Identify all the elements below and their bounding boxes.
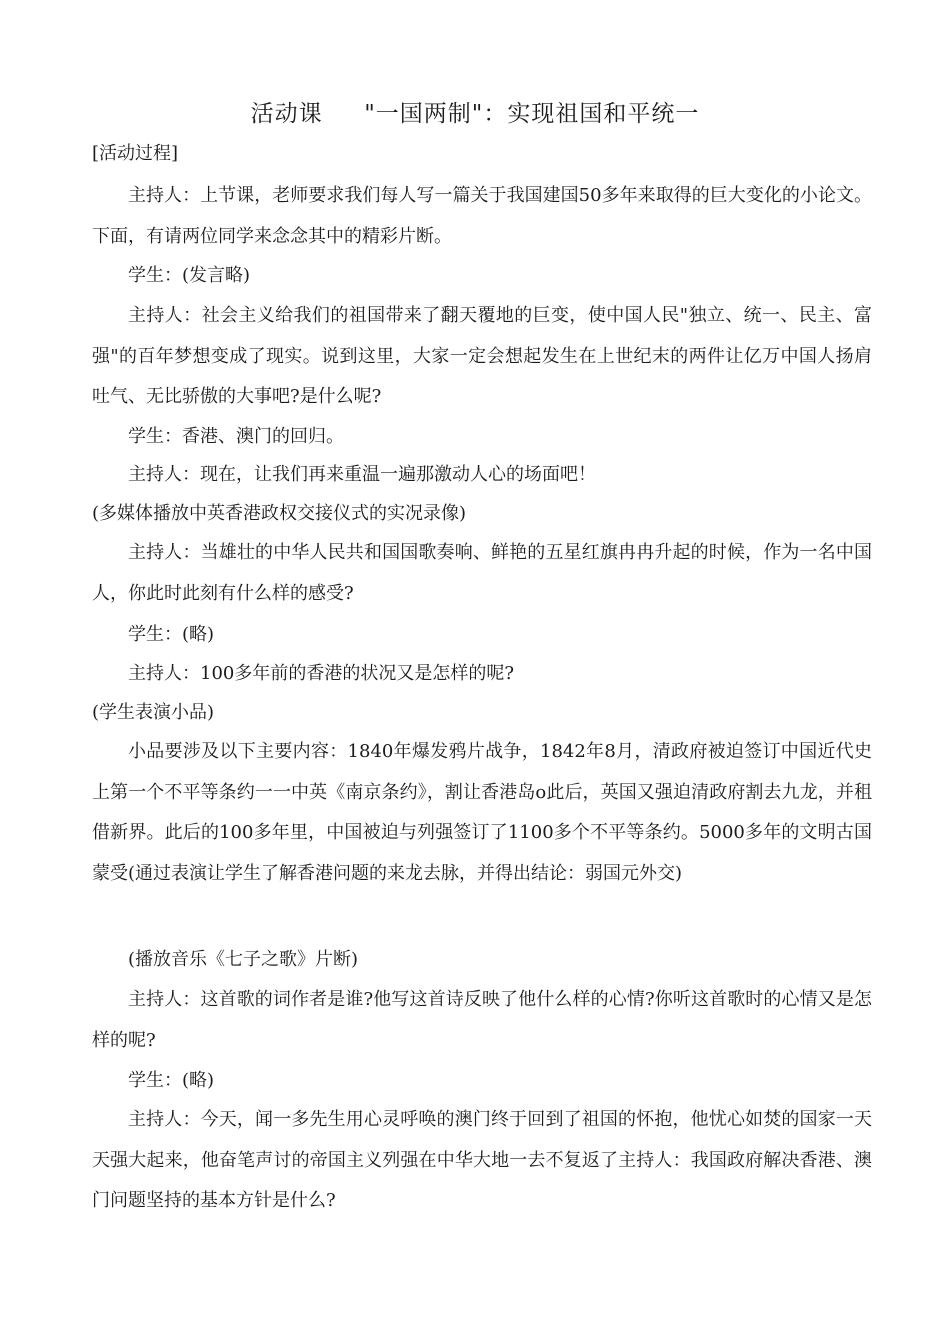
paragraph: (播放音乐《七子之歌》片断) — [128, 949, 359, 970]
paragraph: 主持人：当雄壮的中华人民共和国国歌奏响、鲜艳的五星红旗冉冉升起的时候，作为一名中国人，你此时此刻有什么样的感受? — [92, 542, 872, 604]
paragraph: 主持人：现在，让我们再来重温一遍那激动人心的场面吧！ — [128, 464, 596, 485]
section-heading: [活动过程] — [92, 143, 179, 164]
paragraph: (多媒体播放中英香港政权交接仪式的实况录像) — [92, 503, 467, 524]
document-title: 活动课 "一国两制"：实现祖国和平统一 — [250, 101, 700, 127]
paragraph: 主持人：100多年前的香港的状况又是怎样的呢? — [128, 663, 515, 684]
paragraph: 小品要涉及以下主要内容：1840年爆发鸦片战争，1842年8月，清政府被迫签订中国近代史上第一个不平等条约一一中英《南京条约》，割让香港岛o此后，英国又强迫清政府割去九龙，并租借新界。此后的100多年里，中国被迫与列强签订了1100多个不平等条约。5000多年的文明古国蒙受(通过表演让学生了解香港问题的来龙去脉，并得出结论：弱国元外交) — [92, 741, 872, 884]
paragraph: 主持人：这首歌的词作者是谁?他写这首诗反映了他什么样的心情?你听这首歌时的心情又是怎样的呢? — [92, 989, 872, 1051]
paragraph: 主持人：今天，闻一多先生用心灵呼唤的澳门终于回到了祖国的怀抱，他忧心如焚的国家一天天强大起来，他奋笔声讨的帝国主义列强在中华大地一去不复返了主持人：我国政府解决香港、澳门问题坚持的基本方针是什么? — [92, 1109, 872, 1211]
paragraph: (学生表演小品) — [92, 702, 215, 723]
paragraph: 学生：(略) — [128, 1070, 215, 1091]
paragraph: 学生：(略) — [128, 624, 215, 645]
paragraph: 学生：(发言略) — [128, 265, 251, 286]
paragraph: 学生：香港、澳门的回归。 — [128, 426, 344, 447]
paragraph: 主持人：社会主义给我们的祖国带来了翻天覆地的巨变，使中国人民"独立、统一、民主、富强"的百年梦想变成了现实。说到这里，大家一定会想起发生在上世纪末的两件让亿万中国人扬肩吐气、无比骄傲的大事吧?是什么呢? — [92, 305, 872, 407]
paragraph: 主持人：上节课，老师要求我们每人写一篇关于我国建国50多年来取得的巨大变化的小论文。下面，有请两位同学来念念其中的精彩片断。 — [92, 185, 872, 247]
